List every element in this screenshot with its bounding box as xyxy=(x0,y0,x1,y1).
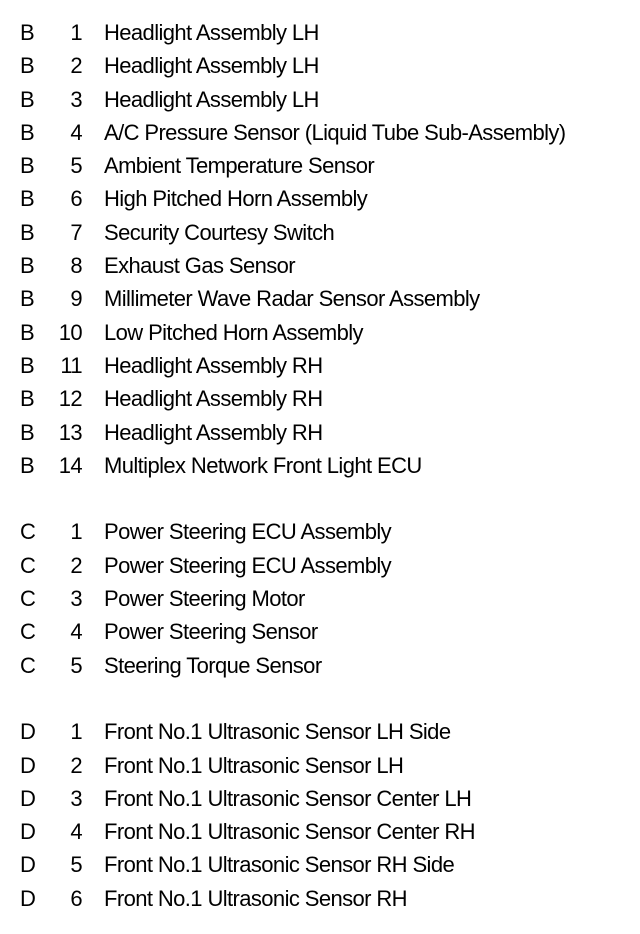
connector-letter: C xyxy=(20,652,36,678)
connector-letter: B xyxy=(20,352,35,378)
connector-number: 3 xyxy=(70,586,82,612)
list-item xyxy=(0,149,640,182)
list-item xyxy=(0,382,640,415)
connector-letter: B xyxy=(20,452,35,478)
list-item xyxy=(0,882,640,915)
connector-letter: C xyxy=(20,519,36,545)
connector-number: 2 xyxy=(70,53,82,79)
connector-number: 14 xyxy=(58,452,82,478)
connector-group-d xyxy=(0,715,640,915)
connector-letter: C xyxy=(20,552,36,578)
component-name: Multiplex Network Front Light ECU xyxy=(104,452,422,478)
connector-letter: D xyxy=(20,719,36,745)
component-name: Steering Torque Sensor xyxy=(104,652,322,678)
connector-number: 10 xyxy=(58,319,82,345)
list-item xyxy=(0,649,640,682)
connector-letter: B xyxy=(20,186,35,212)
component-name: Ambient Temperature Sensor xyxy=(104,153,375,179)
connector-number: 4 xyxy=(70,619,82,645)
connector-letter: B xyxy=(20,86,35,112)
list-item xyxy=(0,349,640,382)
component-name: Front No.1 Ultrasonic Sensor RH xyxy=(104,885,407,911)
connector-number: 9 xyxy=(70,286,82,312)
list-item xyxy=(0,848,640,881)
list-item xyxy=(0,282,640,315)
group-spacer xyxy=(0,482,640,515)
list-item xyxy=(0,615,640,648)
component-name: Front No.1 Ultrasonic Sensor LH xyxy=(104,752,404,778)
connector-letter: B xyxy=(20,386,35,412)
connector-number: 5 xyxy=(70,153,82,179)
list-item xyxy=(0,249,640,282)
component-name: Front No.1 Ultrasonic Sensor Center RH xyxy=(104,819,475,845)
connector-number: 4 xyxy=(70,119,82,145)
connector-number: 1 xyxy=(70,719,82,745)
connector-number: 13 xyxy=(58,419,82,445)
connector-number: 4 xyxy=(70,819,82,845)
connector-letter: B xyxy=(20,253,35,279)
connector-letter: B xyxy=(20,286,35,312)
component-name: Power Steering Motor xyxy=(104,586,305,612)
component-name: Low Pitched Horn Assembly xyxy=(104,319,363,345)
component-name: Headlight Assembly LH xyxy=(104,20,319,45)
list-item xyxy=(0,815,640,848)
component-name: Millimeter Wave Radar Sensor Assembly xyxy=(104,286,480,312)
connector-number: 11 xyxy=(60,352,82,378)
connector-legend xyxy=(0,16,640,915)
component-name: Headlight Assembly LH xyxy=(104,86,319,112)
connector-letter: B xyxy=(20,53,35,79)
list-item xyxy=(0,449,640,482)
component-name: Power Steering ECU Assembly xyxy=(104,552,392,578)
list-item xyxy=(0,116,640,149)
connector-number: 5 xyxy=(70,852,82,878)
connector-number: 2 xyxy=(70,552,82,578)
connector-number: 8 xyxy=(70,253,82,279)
connector-number: 6 xyxy=(70,885,82,911)
connector-letter: B xyxy=(20,119,35,145)
connector-letter: D xyxy=(20,752,36,778)
list-item xyxy=(0,715,640,748)
list-item xyxy=(0,515,640,548)
connector-letter: D xyxy=(20,885,36,911)
list-item xyxy=(0,216,640,249)
component-name: Security Courtesy Switch xyxy=(104,219,335,245)
connector-letter: B xyxy=(20,319,35,345)
connector-group-b xyxy=(0,16,640,482)
connector-letter: D xyxy=(20,852,36,878)
component-name: Exhaust Gas Sensor xyxy=(104,253,295,279)
connector-number: 7 xyxy=(70,219,82,245)
connector-letter: B xyxy=(20,153,35,179)
group-spacer xyxy=(0,682,640,715)
component-name: Headlight Assembly LH xyxy=(104,53,319,79)
component-name: Power Steering ECU Assembly xyxy=(104,519,392,545)
connector-number: 3 xyxy=(70,86,82,112)
connector-number: 1 xyxy=(70,20,82,45)
connector-letter: D xyxy=(20,785,36,811)
connector-number: 3 xyxy=(70,785,82,811)
connector-number: 5 xyxy=(70,652,82,678)
connector-letter: B xyxy=(20,219,35,245)
list-item xyxy=(0,182,640,215)
component-name: A/C Pressure Sensor (Liquid Tube Sub-Assembly) xyxy=(104,119,566,145)
component-name: Front No.1 Ultrasonic Sensor Center LH xyxy=(104,785,472,811)
connector-number: 12 xyxy=(58,386,82,412)
list-item xyxy=(0,16,640,49)
list-item xyxy=(0,416,640,449)
connector-letter: C xyxy=(20,586,36,612)
component-name: Front No.1 Ultrasonic Sensor LH Side xyxy=(104,719,451,745)
list-item xyxy=(0,83,640,116)
list-item xyxy=(0,316,640,349)
connector-letter: D xyxy=(20,819,36,845)
component-name: Front No.1 Ultrasonic Sensor RH Side xyxy=(104,852,455,878)
list-item xyxy=(0,549,640,582)
list-item xyxy=(0,582,640,615)
connector-number: 6 xyxy=(70,186,82,212)
component-name: High Pitched Horn Assembly xyxy=(104,186,368,212)
connector-number: 2 xyxy=(70,752,82,778)
component-name: Headlight Assembly RH xyxy=(104,352,323,378)
component-name: Headlight Assembly RH xyxy=(104,419,323,445)
connector-letter: B xyxy=(20,419,35,445)
component-name: Power Steering Sensor xyxy=(104,619,318,645)
connector-letter: B xyxy=(20,20,35,45)
connector-group-c xyxy=(0,515,640,681)
list-item xyxy=(0,749,640,782)
connector-letter: C xyxy=(20,619,36,645)
component-name: Headlight Assembly RH xyxy=(104,386,323,412)
list-item xyxy=(0,782,640,815)
list-item xyxy=(0,49,640,82)
connector-number: 1 xyxy=(70,519,82,545)
